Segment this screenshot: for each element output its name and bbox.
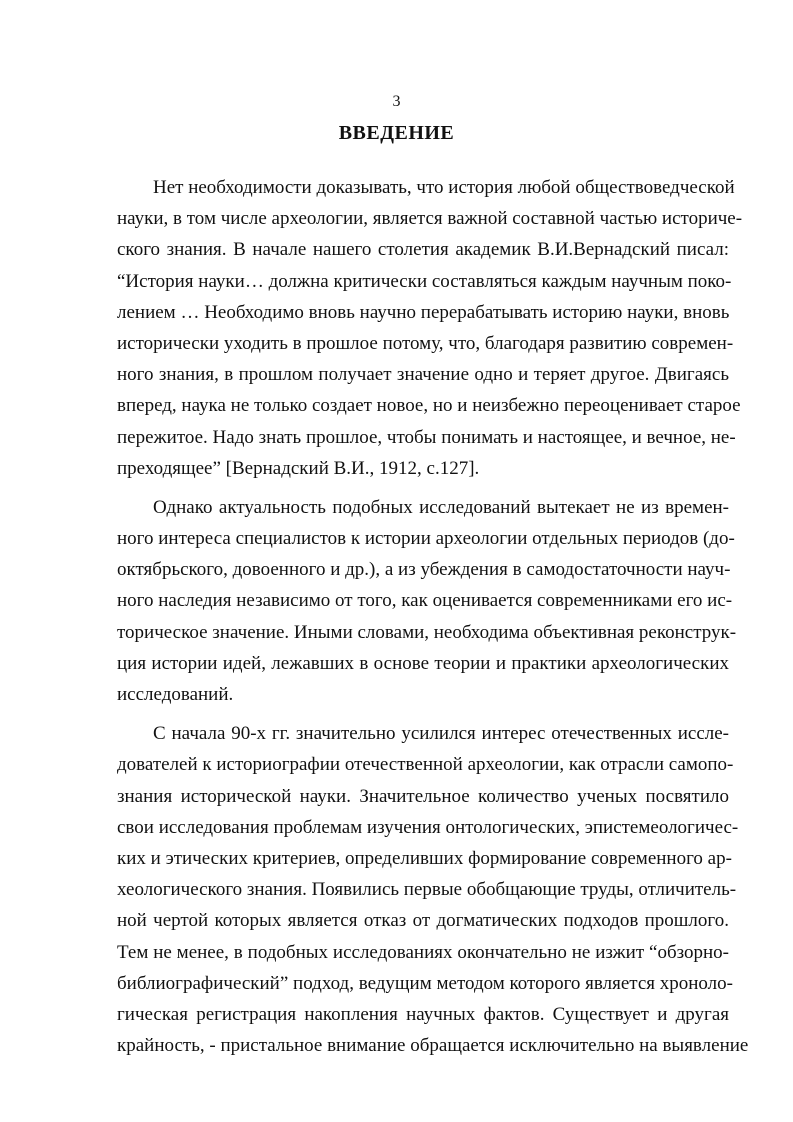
body-text <box>117 172 749 1061</box>
text-line: знания исторической науки. Значительное количество ученых посвятило <box>117 785 729 807</box>
text-line: исторически уходить в прошлое потому, что, благодаря развитию современ- <box>117 332 734 354</box>
page-number: 3 <box>392 93 401 110</box>
text-line: пережитое. Надо знать прошлое, чтобы понимать и настоящее, и вечное, не- <box>117 426 736 448</box>
text-line: вперед, наука не только создает новое, но и неизбежно переоценивает старое <box>117 395 741 417</box>
paragraph <box>117 172 743 484</box>
text-line: ция истории идей, лежавших в основе теории и практики археологических <box>117 652 729 674</box>
text-line: исследований. <box>117 684 234 705</box>
text-line: торическое значение. Иными словами, необходима объективная реконструк- <box>117 621 737 643</box>
text-line: преходящее” [Вернадский В.И., 1912, с.127]. <box>117 457 480 479</box>
text-line: ной чертой которых является отказ от догматических подходов прошлого. <box>117 910 729 932</box>
text-line: “История науки… должна критически составляться каждым научным поко- <box>117 270 732 292</box>
text-line: Однако актуальность подобных исследований вытекает не из времен- <box>153 496 729 518</box>
text-line: лением … Необходимо вновь научно перерабатывать историю науки, вновь <box>117 301 730 323</box>
text-line: библиографический” подход, ведущим методом которого является хроноло- <box>117 972 733 994</box>
paragraph <box>117 492 737 710</box>
text-line: дователей к историографии отечественной археологии, как отрасли самопо- <box>117 754 734 776</box>
text-line: ного наследия независимо от того, как оценивается современниками его ис- <box>117 590 733 612</box>
text-line: крайность, - пристальное внимание обращается исключительно на выявление <box>117 1035 749 1057</box>
section-title: ВВЕДЕНИЕ <box>338 122 455 144</box>
text-line: ного знания, в прошлом получает значение одно и теряет другое. Двигаясь <box>117 364 729 386</box>
text-line: Тем не менее, в подобных исследованиях окончательно не изжит “обзорно- <box>117 941 729 963</box>
text-line: ного интереса специалистов к истории археологии отдельных периодов (до- <box>117 528 735 550</box>
text-line: ких и этических критериев, определивших формирование современного ар- <box>117 847 732 869</box>
text-line: С начала 90-х гг. значительно усилился интерес отечественных иссле- <box>153 723 729 745</box>
text-line: свои исследования проблемам изучения онтологических, эпистемеологичес- <box>117 816 739 838</box>
text-line: октябрьского, довоенного и др.), а из убеждения в самодостаточности науч- <box>117 559 731 581</box>
paragraph <box>117 718 749 1061</box>
text-line: Нет необходимости доказывать, что история любой обществоведческой <box>153 177 735 198</box>
text-line: ского знания. В начале нашего столетия академик В.И.Вернадский писал: <box>117 239 729 261</box>
text-line: науки, в том числе археологии, является важной составной частью историче- <box>117 208 743 230</box>
text-line: гическая регистрация накопления научных фактов. Существует и другая <box>117 1003 729 1025</box>
text-line: хеологического знания. Появились первые обобщающие труды, отличитель- <box>117 879 737 901</box>
